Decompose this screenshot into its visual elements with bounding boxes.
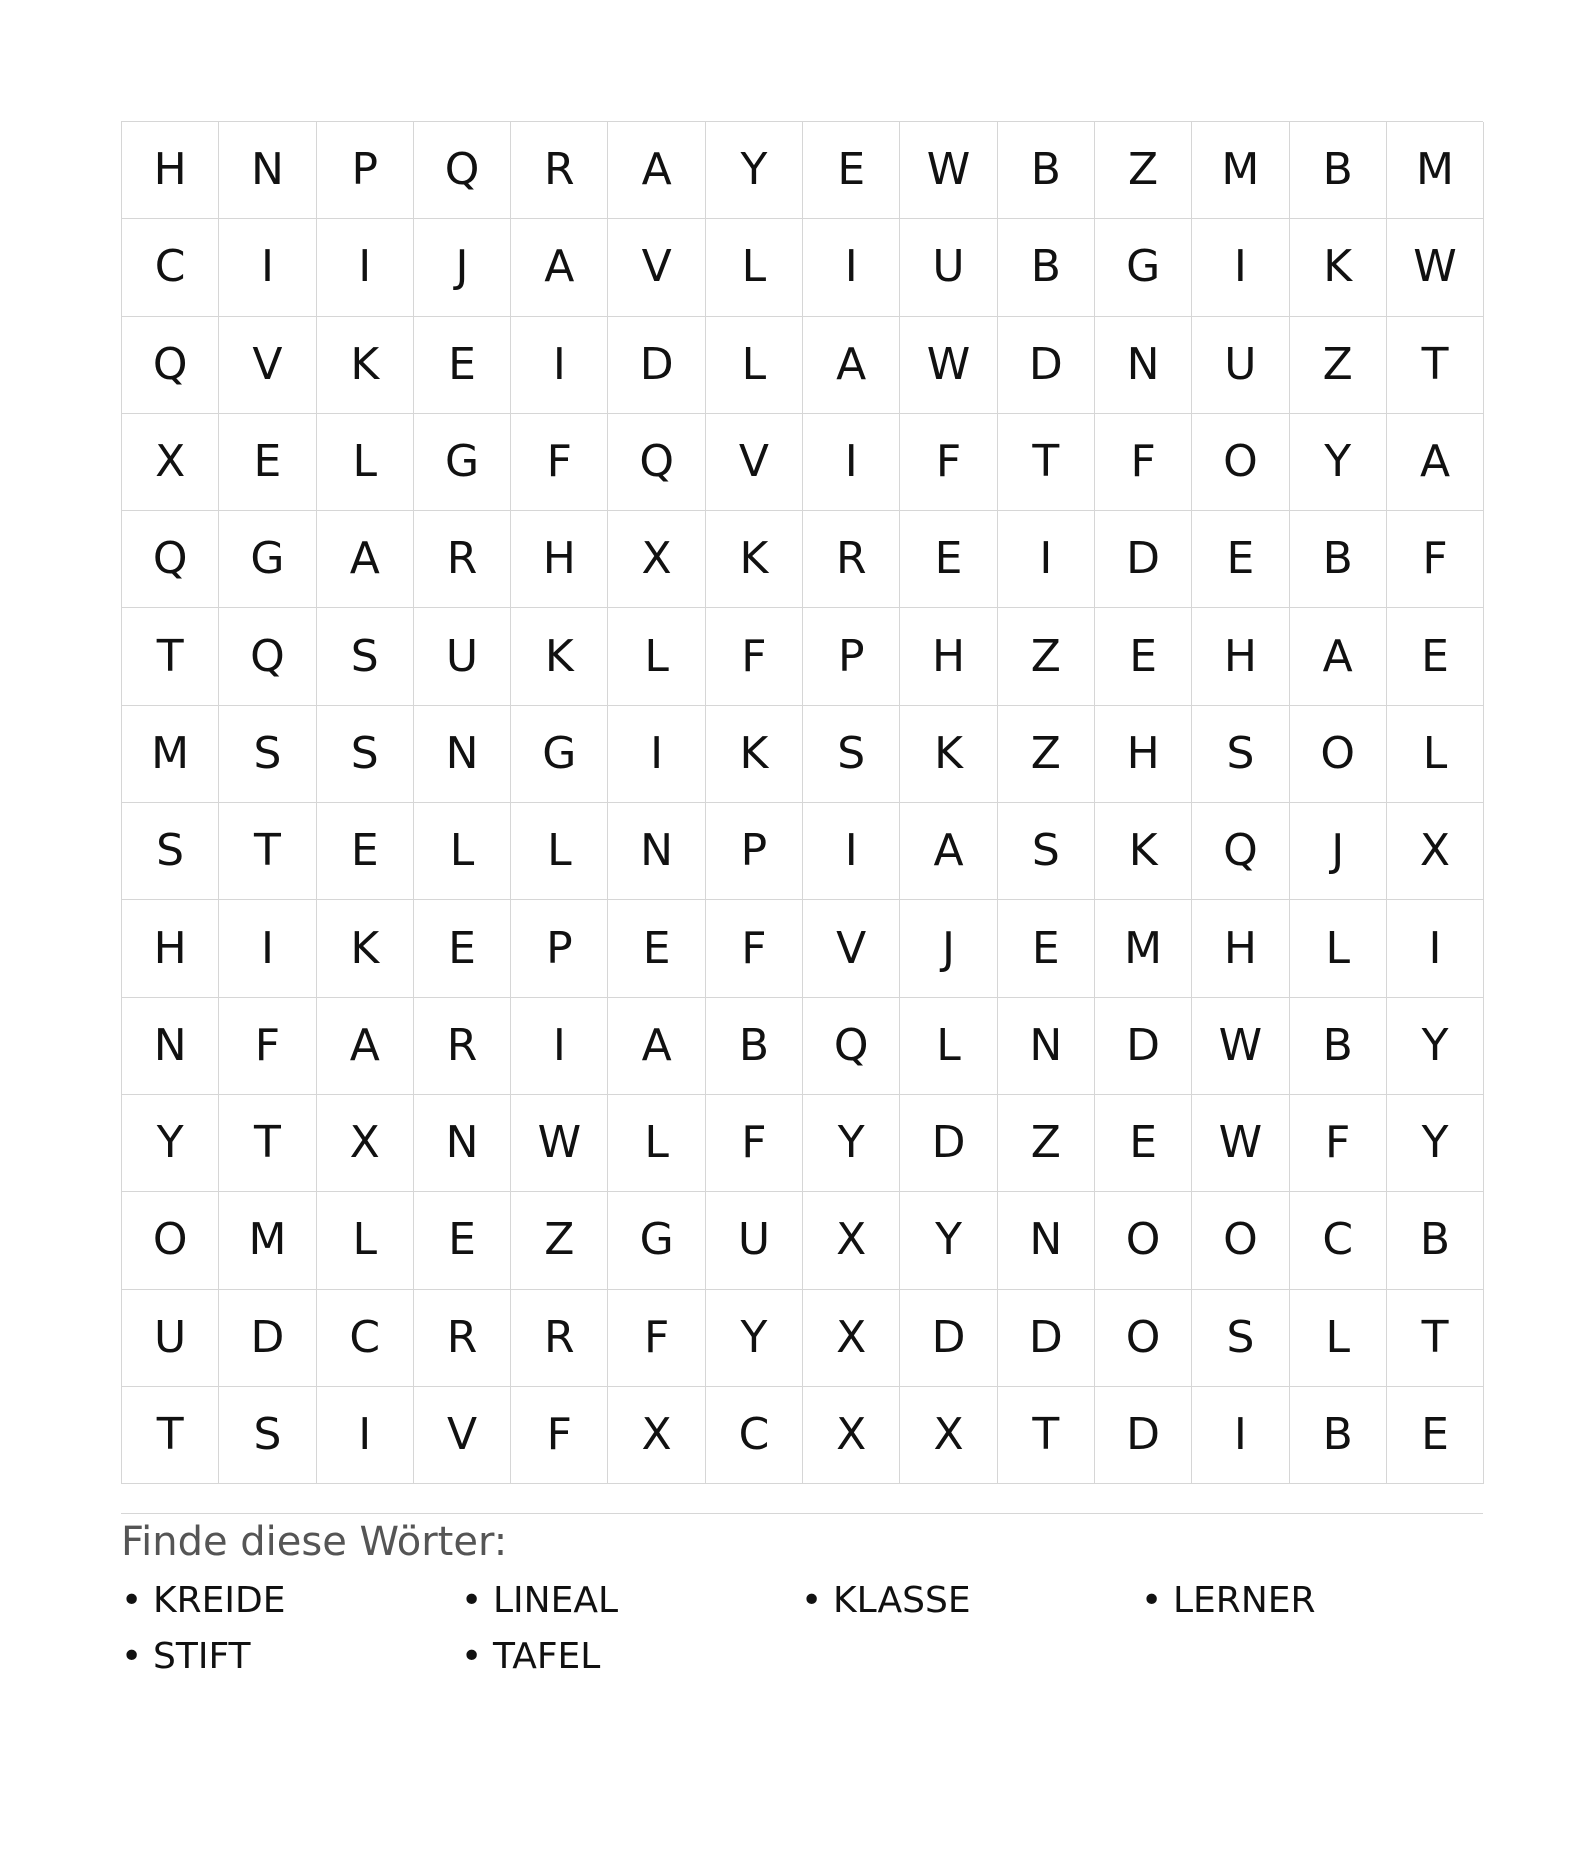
grid-cell[interactable]: G	[608, 1192, 705, 1289]
grid-cell[interactable]: B	[1290, 511, 1387, 608]
word-label: LINEAL	[493, 1580, 619, 1622]
grid-cell[interactable]: C	[317, 1290, 414, 1387]
grid-cell[interactable]: A	[900, 803, 997, 900]
grid-cell[interactable]: F	[511, 1387, 608, 1484]
grid-cell[interactable]: R	[511, 1290, 608, 1387]
grid-cell[interactable]: E	[803, 122, 900, 219]
grid-cell[interactable]: T	[998, 1387, 1095, 1484]
grid-cell[interactable]: F	[1095, 414, 1192, 511]
grid-cell[interactable]: Q	[414, 122, 511, 219]
grid-cell[interactable]: J	[900, 900, 997, 997]
grid-cell[interactable]: Y	[1387, 1095, 1484, 1192]
grid-cell[interactable]: X	[608, 1387, 705, 1484]
grid-cell[interactable]: I	[1192, 1387, 1289, 1484]
grid-cell[interactable]: Y	[900, 1192, 997, 1289]
grid-cell[interactable]: W	[900, 122, 997, 219]
grid-cell[interactable]: N	[608, 803, 705, 900]
grid-cell[interactable]: W	[900, 317, 997, 414]
grid-cell[interactable]: E	[414, 1192, 511, 1289]
grid-cell[interactable]: C	[706, 1387, 803, 1484]
grid-cell[interactable]: Y	[803, 1095, 900, 1192]
grid-cell[interactable]: Q	[122, 317, 219, 414]
grid-cell[interactable]: D	[998, 317, 1095, 414]
grid-cell[interactable]: L	[1290, 900, 1387, 997]
grid-cell[interactable]: F	[1290, 1095, 1387, 1192]
grid-cell[interactable]: P	[511, 900, 608, 997]
grid-cell[interactable]: O	[1290, 706, 1387, 803]
grid-cell[interactable]: Y	[122, 1095, 219, 1192]
grid-cell[interactable]: Q	[803, 998, 900, 1095]
grid-cell[interactable]: C	[122, 219, 219, 316]
grid-cell[interactable]: M	[1387, 122, 1484, 219]
grid-cell[interactable]: V	[706, 414, 803, 511]
grid-cell[interactable]: V	[219, 317, 316, 414]
grid-cell[interactable]: R	[414, 511, 511, 608]
bullet-icon: •	[801, 1580, 823, 1622]
bullet-icon: •	[461, 1580, 483, 1622]
grid-cell[interactable]: A	[608, 122, 705, 219]
word-list-item	[1141, 1576, 1481, 1626]
grid-cell[interactable]: I	[803, 219, 900, 316]
grid-cell[interactable]: K	[900, 706, 997, 803]
grid-cell[interactable]: S	[122, 803, 219, 900]
grid-cell[interactable]: J	[414, 219, 511, 316]
grid-cell[interactable]: T	[219, 1095, 316, 1192]
grid-cell[interactable]: V	[414, 1387, 511, 1484]
grid-cell[interactable]: V	[803, 900, 900, 997]
grid-cell[interactable]: B	[1290, 122, 1387, 219]
grid-cell[interactable]: E	[1095, 608, 1192, 705]
grid-cell[interactable]: O	[1192, 1192, 1289, 1289]
word-list-item	[461, 1632, 801, 1682]
grid-cell[interactable]: F	[706, 608, 803, 705]
grid-cell[interactable]: Y	[1290, 414, 1387, 511]
grid-cell[interactable]: X	[803, 1290, 900, 1387]
grid-cell[interactable]: S	[219, 1387, 316, 1484]
grid-cell[interactable]: I	[803, 803, 900, 900]
grid-cell[interactable]: S	[998, 803, 1095, 900]
grid-cell[interactable]: U	[900, 219, 997, 316]
grid-cell[interactable]: U	[414, 608, 511, 705]
grid-cell[interactable]: A	[317, 998, 414, 1095]
grid-cell[interactable]: S	[1192, 706, 1289, 803]
grid-cell[interactable]: D	[219, 1290, 316, 1387]
grid-cell[interactable]: S	[219, 706, 316, 803]
grid-cell[interactable]: X	[803, 1192, 900, 1289]
grid-cell[interactable]: F	[900, 414, 997, 511]
word-search-puzzle	[121, 121, 1483, 1682]
grid-cell[interactable]: N	[219, 122, 316, 219]
grid-cell[interactable]: E	[1192, 511, 1289, 608]
grid-cell[interactable]: Z	[998, 1095, 1095, 1192]
grid-cell[interactable]: W	[1192, 1095, 1289, 1192]
grid-cell[interactable]: A	[608, 998, 705, 1095]
grid-cell[interactable]: R	[414, 1290, 511, 1387]
divider	[121, 1513, 1483, 1514]
grid-cell[interactable]: F	[511, 414, 608, 511]
grid-cell[interactable]: O	[1095, 1290, 1192, 1387]
grid-cell[interactable]: T	[122, 1387, 219, 1484]
grid-cell[interactable]: I	[511, 317, 608, 414]
word-list-item	[461, 1576, 801, 1626]
grid-cell[interactable]: K	[706, 511, 803, 608]
word-list-item	[121, 1632, 461, 1682]
grid-cell[interactable]: R	[414, 998, 511, 1095]
grid-cell[interactable]: T	[1387, 1290, 1484, 1387]
word-label: KREIDE	[153, 1580, 286, 1622]
grid-cell[interactable]: E	[608, 900, 705, 997]
grid-cell[interactable]: X	[608, 511, 705, 608]
grid-cell[interactable]: B	[998, 122, 1095, 219]
grid-cell[interactable]: N	[414, 706, 511, 803]
grid-cell[interactable]: H	[122, 122, 219, 219]
grid-cell[interactable]: E	[414, 900, 511, 997]
grid-cell[interactable]: F	[1387, 511, 1484, 608]
grid-cell[interactable]: D	[1095, 998, 1192, 1095]
grid-cell[interactable]: K	[317, 900, 414, 997]
grid-cell[interactable]: L	[608, 608, 705, 705]
grid-cell[interactable]: X	[122, 414, 219, 511]
grid-cell[interactable]: Q	[608, 414, 705, 511]
grid-cell[interactable]: E	[219, 414, 316, 511]
grid-cell[interactable]: B	[1387, 1192, 1484, 1289]
grid-cell[interactable]: N	[122, 998, 219, 1095]
grid-cell[interactable]: F	[706, 900, 803, 997]
grid-cell[interactable]: Y	[1387, 998, 1484, 1095]
grid-cell[interactable]: U	[706, 1192, 803, 1289]
grid-cell[interactable]: S	[317, 706, 414, 803]
grid-cell[interactable]: A	[511, 219, 608, 316]
grid-cell[interactable]: F	[219, 998, 316, 1095]
grid-cell[interactable]: L	[1387, 706, 1484, 803]
grid-cell[interactable]: D	[998, 1290, 1095, 1387]
word-label: LERNER	[1173, 1580, 1316, 1622]
grid-cell[interactable]: D	[900, 1095, 997, 1192]
grid-cell[interactable]: E	[317, 803, 414, 900]
grid-cell[interactable]: I	[803, 414, 900, 511]
grid-cell[interactable]: M	[1095, 900, 1192, 997]
grid-cell[interactable]: T	[122, 608, 219, 705]
grid-cell[interactable]: Y	[706, 122, 803, 219]
grid-cell[interactable]: G	[219, 511, 316, 608]
grid-cell[interactable]: A	[1387, 414, 1484, 511]
grid-cell[interactable]: X	[1387, 803, 1484, 900]
grid-cell[interactable]: G	[414, 414, 511, 511]
grid-cell[interactable]: I	[317, 1387, 414, 1484]
grid-cell[interactable]: O	[122, 1192, 219, 1289]
letter-grid	[121, 121, 1483, 1484]
grid-cell[interactable]: E	[900, 511, 997, 608]
grid-cell[interactable]: K	[511, 608, 608, 705]
grid-cell[interactable]: M	[1192, 122, 1289, 219]
grid-cell[interactable]: P	[803, 608, 900, 705]
grid-cell[interactable]: H	[900, 608, 997, 705]
grid-cell[interactable]: K	[317, 317, 414, 414]
grid-cell[interactable]: S	[317, 608, 414, 705]
grid-cell[interactable]: Z	[998, 706, 1095, 803]
grid-cell[interactable]: Y	[706, 1290, 803, 1387]
grid-cell[interactable]: A	[1290, 608, 1387, 705]
grid-cell[interactable]: X	[900, 1387, 997, 1484]
grid-cell[interactable]: A	[317, 511, 414, 608]
grid-cell[interactable]: E	[414, 317, 511, 414]
grid-cell[interactable]: J	[1290, 803, 1387, 900]
grid-cell[interactable]: I	[219, 219, 316, 316]
grid-cell[interactable]: I	[608, 706, 705, 803]
grid-cell[interactable]: B	[1290, 1387, 1387, 1484]
grid-cell[interactable]: X	[803, 1387, 900, 1484]
grid-cell[interactable]: H	[122, 900, 219, 997]
grid-cell[interactable]: F	[608, 1290, 705, 1387]
word-list-item	[121, 1576, 461, 1626]
grid-cell[interactable]: A	[803, 317, 900, 414]
word-label: TAFEL	[493, 1636, 601, 1678]
grid-cell[interactable]: U	[1192, 317, 1289, 414]
grid-cell[interactable]: G	[1095, 219, 1192, 316]
grid-cell[interactable]: N	[998, 998, 1095, 1095]
grid-cell[interactable]: Q	[122, 511, 219, 608]
grid-cell[interactable]: H	[1192, 608, 1289, 705]
grid-cell[interactable]: I	[1387, 900, 1484, 997]
grid-cell[interactable]: P	[317, 122, 414, 219]
grid-cell[interactable]: E	[1387, 1387, 1484, 1484]
grid-cell[interactable]: D	[1095, 511, 1192, 608]
grid-cell[interactable]: N	[998, 1192, 1095, 1289]
grid-cell[interactable]: B	[1290, 998, 1387, 1095]
grid-cell[interactable]: L	[608, 1095, 705, 1192]
grid-cell[interactable]: E	[1387, 608, 1484, 705]
grid-cell[interactable]: W	[511, 1095, 608, 1192]
word-list	[121, 1576, 1483, 1682]
word-label: STIFT	[153, 1636, 251, 1678]
bullet-icon: •	[121, 1636, 143, 1678]
grid-cell[interactable]: Z	[1290, 317, 1387, 414]
grid-cell[interactable]: B	[998, 219, 1095, 316]
grid-cell[interactable]: E	[1095, 1095, 1192, 1192]
grid-cell[interactable]: I	[998, 511, 1095, 608]
grid-cell[interactable]: I	[219, 900, 316, 997]
grid-cell[interactable]: D	[900, 1290, 997, 1387]
grid-cell[interactable]: H	[1192, 900, 1289, 997]
grid-cell[interactable]: Z	[1095, 122, 1192, 219]
grid-cell[interactable]: Q	[219, 608, 316, 705]
grid-cell[interactable]: K	[1095, 803, 1192, 900]
grid-cell[interactable]: V	[608, 219, 705, 316]
grid-cell[interactable]: M	[122, 706, 219, 803]
grid-cell[interactable]: G	[511, 706, 608, 803]
grid-cell[interactable]: L	[900, 998, 997, 1095]
grid-cell[interactable]: H	[1095, 706, 1192, 803]
grid-cell[interactable]: L	[414, 803, 511, 900]
grid-cell[interactable]: X	[317, 1095, 414, 1192]
bullet-icon: •	[461, 1636, 483, 1678]
grid-cell[interactable]: Z	[511, 1192, 608, 1289]
grid-cell[interactable]: T	[219, 803, 316, 900]
grid-cell[interactable]: W	[1192, 998, 1289, 1095]
grid-cell[interactable]: U	[122, 1290, 219, 1387]
grid-cell[interactable]: Z	[998, 608, 1095, 705]
grid-cell[interactable]: D	[608, 317, 705, 414]
grid-cell[interactable]: F	[706, 1095, 803, 1192]
grid-cell[interactable]: S	[803, 706, 900, 803]
grid-cell[interactable]: B	[706, 998, 803, 1095]
grid-cell[interactable]: P	[706, 803, 803, 900]
grid-cell[interactable]: L	[706, 317, 803, 414]
bullet-icon: •	[121, 1580, 143, 1622]
grid-cell[interactable]: L	[317, 414, 414, 511]
bullet-icon: •	[1141, 1580, 1163, 1622]
grid-cell[interactable]: L	[511, 803, 608, 900]
grid-cell[interactable]: E	[998, 900, 1095, 997]
grid-cell[interactable]: I	[1192, 219, 1289, 316]
grid-cell[interactable]: K	[706, 706, 803, 803]
grid-cell[interactable]: T	[998, 414, 1095, 511]
grid-cell[interactable]: D	[1095, 1387, 1192, 1484]
grid-cell[interactable]: Q	[1192, 803, 1289, 900]
grid-cell[interactable]: O	[1095, 1192, 1192, 1289]
grid-cell[interactable]: M	[219, 1192, 316, 1289]
grid-cell[interactable]: H	[511, 511, 608, 608]
grid-cell[interactable]: C	[1290, 1192, 1387, 1289]
grid-cell[interactable]: L	[706, 219, 803, 316]
grid-cell[interactable]: L	[1290, 1290, 1387, 1387]
grid-cell[interactable]: O	[1192, 414, 1289, 511]
grid-cell[interactable]: K	[1290, 219, 1387, 316]
grid-cell[interactable]: S	[1192, 1290, 1289, 1387]
word-list-title: Finde diese Wörter:	[121, 1519, 508, 1566]
grid-cell[interactable]: R	[803, 511, 900, 608]
word-label: KLASSE	[833, 1580, 971, 1622]
grid-cell[interactable]: R	[511, 122, 608, 219]
grid-cell[interactable]: T	[1387, 317, 1484, 414]
grid-cell[interactable]: I	[511, 998, 608, 1095]
grid-cell[interactable]: I	[317, 219, 414, 316]
grid-cell[interactable]: L	[317, 1192, 414, 1289]
grid-cell[interactable]: N	[1095, 317, 1192, 414]
word-list-item	[801, 1576, 1141, 1626]
grid-cell[interactable]: W	[1387, 219, 1484, 316]
grid-cell[interactable]: N	[414, 1095, 511, 1192]
